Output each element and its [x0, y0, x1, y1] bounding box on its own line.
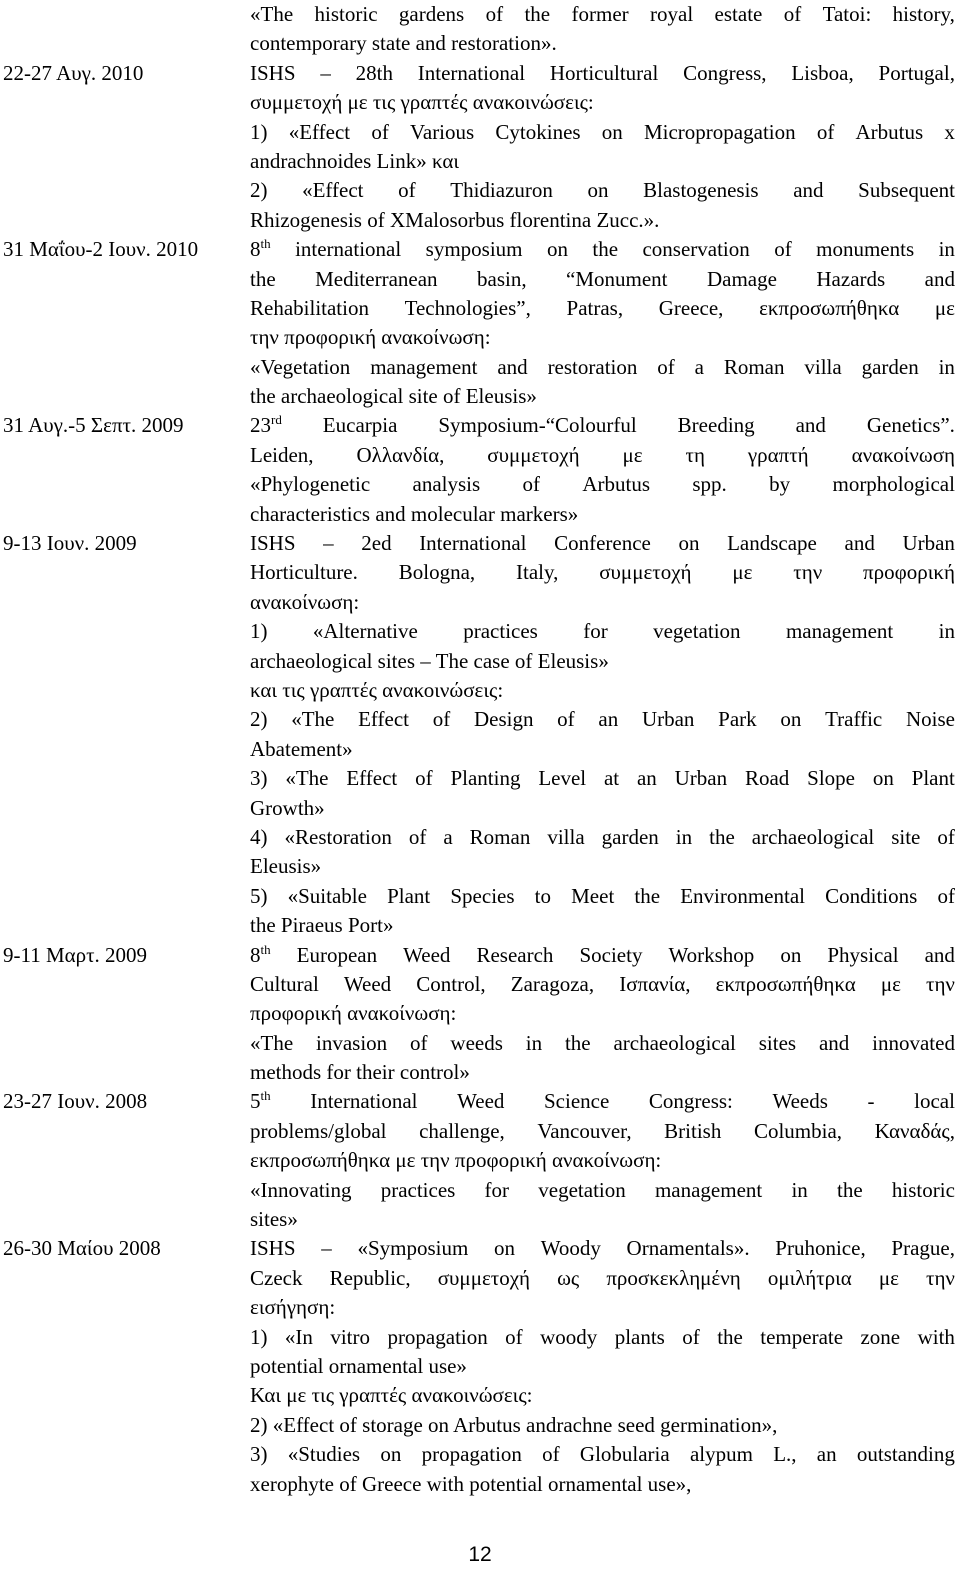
entry-description — [250, 1087, 955, 1234]
entry-line: potential ornamental use» — [250, 1353, 467, 1378]
entry-line: Growth» — [250, 795, 325, 820]
conference-entry — [0, 1234, 960, 1499]
entry-line: και τις γραπτές ανακοινώσεις: — [250, 677, 504, 702]
entry-line: Rhizogenesis of XMalosorbus florentina Zucc.». — [250, 207, 660, 232]
entry-date: 9-11 Μαρτ. 2009 — [3, 942, 148, 967]
entry-date — [0, 0, 250, 59]
entry-line: εισήγηση: — [250, 1295, 336, 1320]
entry-description — [250, 411, 955, 529]
entry-line: εκπροσωπήθηκα με την προφορική ανακοίνωση: — [250, 1148, 662, 1173]
entry-description — [250, 235, 955, 411]
entry-date: 31 Αυγ.-5 Σεπτ. 2009 — [3, 413, 184, 438]
entry-line: 5) «Suitable Plant Species to Meet the Environmental Conditions of — [250, 883, 955, 908]
page-number: 12 — [468, 1543, 492, 1566]
entry-line: 2) «The Effect of Design of an Urban Park on Traffic Noise — [250, 707, 955, 732]
entry-line: andrachnoides Link» και — [250, 148, 459, 173]
entry-line: 2) «Effect of Thidiazuron on Blastogenesis and Subsequent — [250, 178, 955, 203]
entry-date: 22-27 Αυγ. 2010 — [3, 60, 144, 85]
entry-line: 1) «Effect of Various Cytokines on Micropropagation of Arbutus x — [250, 119, 955, 144]
entry-line: «Phylogenetic analysis of Arbutus spp. by morphological — [250, 472, 955, 497]
entry-line: προφορική ανακοίνωση: — [250, 1001, 457, 1026]
entry-line: contemporary state and restoration». — [250, 31, 557, 56]
entry-line: Abatement» — [250, 736, 353, 761]
entry-description — [250, 529, 955, 940]
conference-entry — [0, 1087, 960, 1234]
conference-entry — [0, 941, 960, 1088]
entry-description — [250, 1234, 955, 1499]
entry-line: ISHS – «Symposium on Woody Ornamentals». Pruhonice, Prague, — [250, 1236, 955, 1261]
entry-line: Horticulture. Bologna, Italy, συμμετοχή με την προφορική — [250, 560, 955, 585]
entry-line: την προφορική ανακοίνωση: — [250, 325, 491, 350]
entry-line: the Piraeus Port» — [250, 913, 394, 938]
conference-entry — [0, 0, 960, 59]
entry-line: 8th international symposium on the conservation of monuments in — [250, 236, 955, 262]
entry-line: «Innovating practices for vegetation management in the historic — [250, 1177, 955, 1202]
entry-line: the Mediterranean basin, “Monument Damage Hazards and — [250, 266, 955, 291]
entry-line: characteristics and molecular markers» — [250, 501, 579, 526]
entry-date: 26-30 Μαίου 2008 — [3, 1236, 161, 1261]
entry-line: Και με τις γραπτές ανακοινώσεις: — [250, 1383, 533, 1408]
entry-description — [250, 0, 955, 59]
entry-line: «The historic gardens of the former royal estate of Tatoi: history, — [250, 2, 955, 26]
conference-entry — [0, 235, 960, 411]
entry-line: 3) «The Effect of Planting Level at an Urban Road Slope on Plant — [250, 766, 955, 791]
entry-line: 1) «In vitro propagation of woody plants of the temperate zone with — [250, 1324, 955, 1349]
entry-line: xerophyte of Greece with potential ornamental use», — [250, 1471, 692, 1496]
entry-line: συμμετοχή με τις γραπτές ανακοινώσεις: — [250, 90, 594, 115]
entry-date: 31 Μαΐου-2 Ιουν. 2010 — [3, 237, 199, 262]
entry-line: the archaeological site of Eleusis» — [250, 384, 537, 409]
entry-line: Czeck Republic, συμμετοχή ως προσκεκλημένη ομιλήτρια με την — [250, 1265, 955, 1290]
entry-date: 23-27 Ιουν. 2008 — [3, 1089, 148, 1114]
entry-description — [250, 941, 955, 1088]
entry-line: 4) «Restoration of a Roman villa garden in the archaeological site of — [250, 824, 955, 849]
conference-entry — [0, 529, 960, 940]
conference-entry — [0, 59, 960, 235]
entry-line: «Vegetation management and restoration of a Roman villa garden in — [250, 354, 955, 379]
entry-line: Cultural Weed Control, Zaragoza, Ισπανία, εκπροσωπήθηκα με την — [250, 971, 955, 996]
entry-line: 1) «Alternative practices for vegetation management in — [250, 619, 955, 644]
entry-line: 23rd Eucarpia Symposium-“Colourful Breeding and Genetics”. — [250, 412, 955, 438]
entry-line: ISHS – 2ed International Conference on Landscape and Urban — [250, 531, 955, 556]
entry-line: 8th European Weed Research Society Workshop on Physical and — [250, 941, 955, 967]
entry-line: 2) «Effect of storage on Arbutus andrachne seed germination», — [250, 1412, 778, 1437]
entry-line: archaeological sites – The case of Eleusis» — [250, 648, 609, 673]
entry-line: Rehabilitation Technologies”, Patras, Greece, εκπροσωπήθηκα με — [250, 295, 955, 320]
entry-line: Leiden, Ολλανδία, συμμετοχή με τη γραπτή ανακοίνωση — [250, 442, 955, 467]
entry-line: methods for their control» — [250, 1060, 470, 1085]
conference-entry — [0, 411, 960, 529]
entry-line: ISHS – 28th International Horticultural Congress, Lisboa, Portugal, — [250, 60, 955, 85]
entry-line: problems/global challenge, Vancouver, British Columbia, Καναδάς, — [250, 1118, 955, 1143]
entry-date: 9-13 Ιουν. 2009 — [3, 531, 137, 556]
entry-line: 5th International Weed Science Congress: Weeds - local — [250, 1088, 955, 1114]
entry-line: Eleusis» — [250, 854, 322, 879]
entry-line: ανακοίνωση: — [250, 589, 360, 614]
entry-line: «The invasion of weeds in the archaeological sites and innovated — [250, 1030, 955, 1055]
entry-line: 3) «Studies on propagation of Globularia alypum L., an outstanding — [250, 1442, 955, 1467]
entry-line: sites» — [250, 1207, 298, 1232]
entry-description — [250, 59, 955, 235]
